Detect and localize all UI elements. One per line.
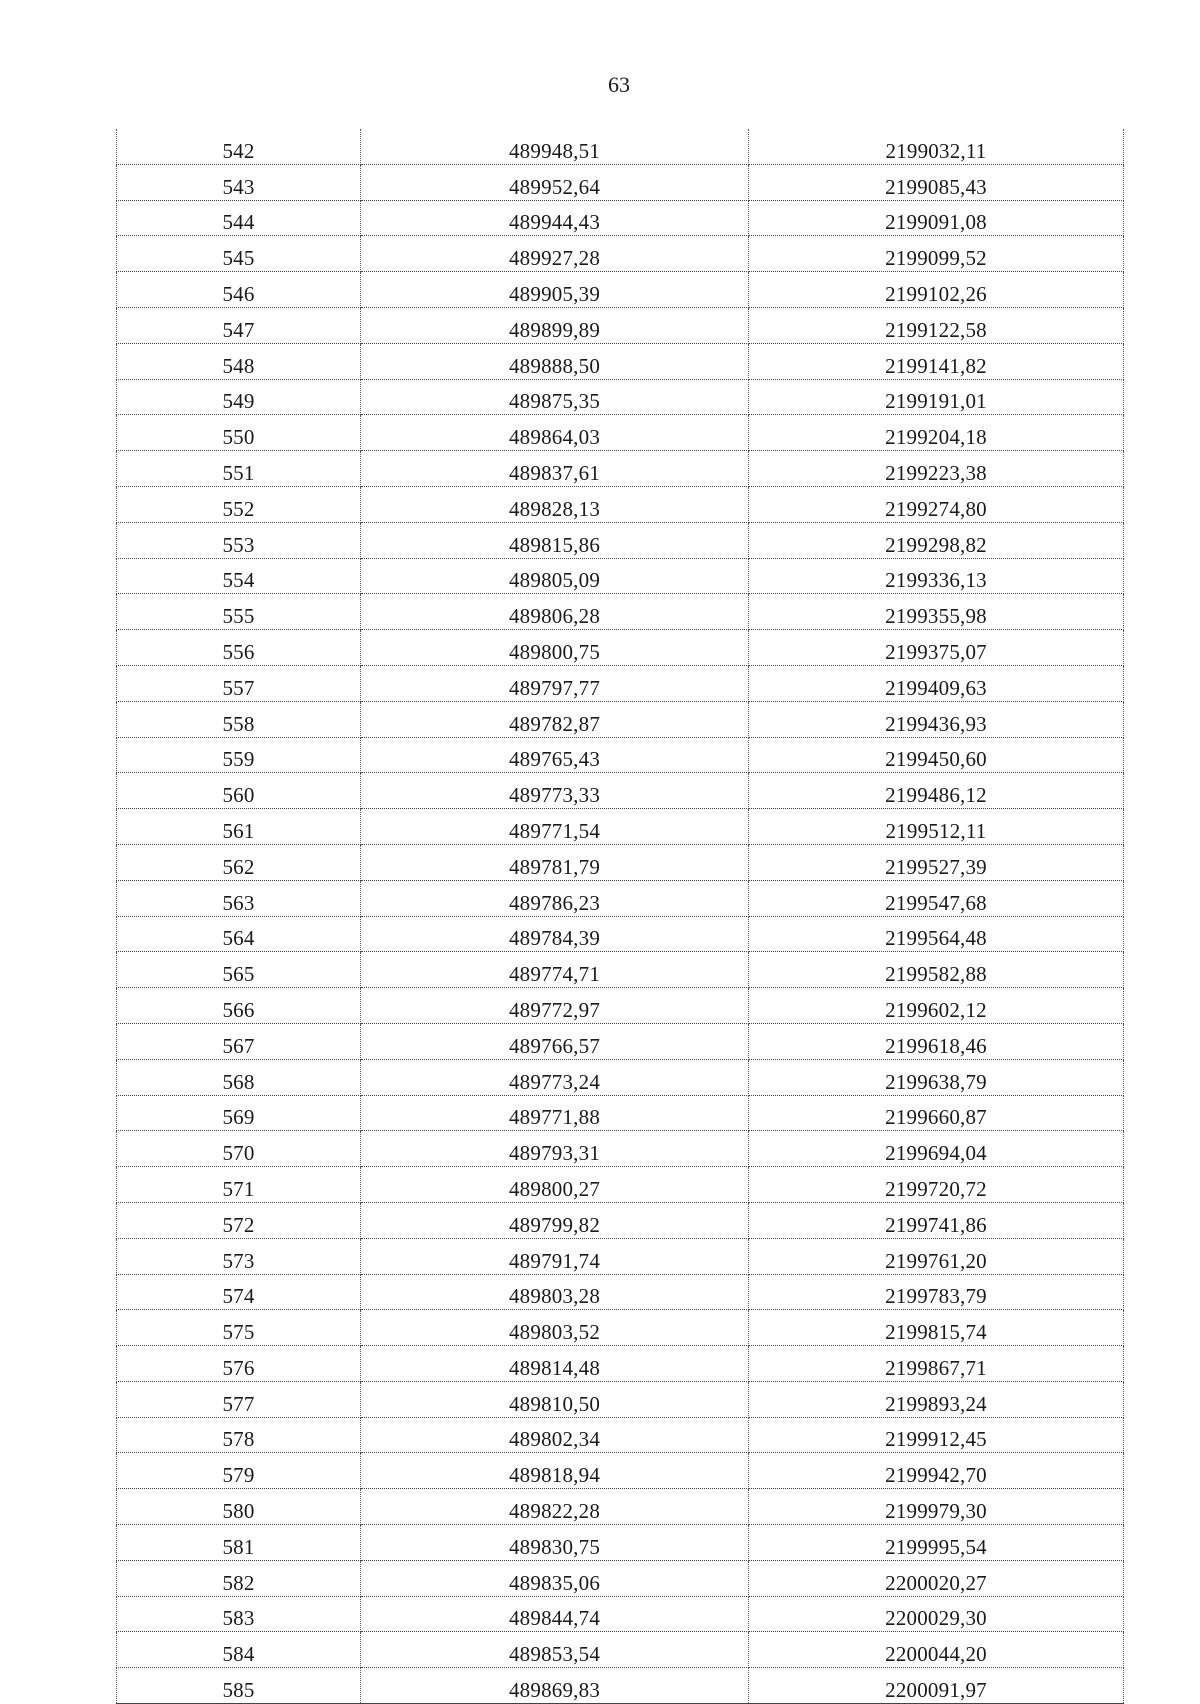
x-coordinate-cell: 489784,39 <box>361 916 749 952</box>
table-row <box>117 1453 1124 1489</box>
y-coordinate-cell: 2199893,24 <box>749 1381 1124 1417</box>
y-coordinate-cell: 2199602,12 <box>749 988 1124 1024</box>
x-coordinate-cell: 489772,97 <box>361 988 749 1024</box>
x-coordinate-cell: 489944,43 <box>361 200 749 236</box>
point-number-cell: 585 <box>117 1668 361 1704</box>
table-row <box>117 1059 1124 1095</box>
y-coordinate-cell: 2199204,18 <box>749 415 1124 451</box>
point-number-cell: 560 <box>117 773 361 809</box>
table-row <box>117 1131 1124 1167</box>
table-row <box>117 486 1124 522</box>
table-row <box>117 1381 1124 1417</box>
x-coordinate-cell: 489806,28 <box>361 594 749 630</box>
table-row <box>117 558 1124 594</box>
y-coordinate-cell: 2199375,07 <box>749 630 1124 666</box>
point-number-cell: 577 <box>117 1381 361 1417</box>
y-coordinate-cell: 2199409,63 <box>749 665 1124 701</box>
table-row <box>117 916 1124 952</box>
x-coordinate-cell: 489818,94 <box>361 1453 749 1489</box>
x-coordinate-cell: 489799,82 <box>361 1202 749 1238</box>
coordinates-table-body <box>117 129 1124 1704</box>
x-coordinate-cell: 489810,50 <box>361 1381 749 1417</box>
y-coordinate-cell: 2199191,01 <box>749 379 1124 415</box>
x-coordinate-cell: 489853,54 <box>361 1632 749 1668</box>
y-coordinate-cell: 2200091,97 <box>749 1668 1124 1704</box>
x-coordinate-cell: 489869,83 <box>361 1668 749 1704</box>
point-number-cell: 551 <box>117 451 361 487</box>
point-number-cell: 555 <box>117 594 361 630</box>
x-coordinate-cell: 489844,74 <box>361 1596 749 1632</box>
page-number: 63 <box>608 72 630 97</box>
table-row <box>117 1238 1124 1274</box>
y-coordinate-cell: 2199032,11 <box>749 129 1124 164</box>
x-coordinate-cell: 489793,31 <box>361 1131 749 1167</box>
point-number-cell: 563 <box>117 880 361 916</box>
table-row <box>117 415 1124 451</box>
y-coordinate-cell: 2199995,54 <box>749 1525 1124 1561</box>
y-coordinate-cell: 2199694,04 <box>749 1131 1124 1167</box>
y-coordinate-cell: 2199099,52 <box>749 236 1124 272</box>
coordinates-table <box>116 129 1124 1704</box>
y-coordinate-cell: 2199638,79 <box>749 1059 1124 1095</box>
table-row <box>117 451 1124 487</box>
point-number-cell: 576 <box>117 1346 361 1382</box>
table-row <box>117 1202 1124 1238</box>
table-row <box>117 522 1124 558</box>
x-coordinate-cell: 489797,77 <box>361 665 749 701</box>
table-row <box>117 630 1124 666</box>
y-coordinate-cell: 2199512,11 <box>749 809 1124 845</box>
table-row <box>117 701 1124 737</box>
table-row <box>117 129 1124 164</box>
point-number-cell: 545 <box>117 236 361 272</box>
point-number-cell: 542 <box>117 129 361 164</box>
x-coordinate-cell: 489864,03 <box>361 415 749 451</box>
y-coordinate-cell: 2199355,98 <box>749 594 1124 630</box>
point-number-cell: 569 <box>117 1095 361 1131</box>
point-number-cell: 570 <box>117 1131 361 1167</box>
y-coordinate-cell: 2199085,43 <box>749 164 1124 200</box>
table-row <box>117 1489 1124 1525</box>
y-coordinate-cell: 2199091,08 <box>749 200 1124 236</box>
point-number-cell: 578 <box>117 1417 361 1453</box>
table-row <box>117 164 1124 200</box>
point-number-cell: 580 <box>117 1489 361 1525</box>
table-row <box>117 1095 1124 1131</box>
y-coordinate-cell: 2199942,70 <box>749 1453 1124 1489</box>
table-row <box>117 1167 1124 1203</box>
x-coordinate-cell: 489814,48 <box>361 1346 749 1382</box>
point-number-cell: 548 <box>117 343 361 379</box>
y-coordinate-cell: 2199815,74 <box>749 1310 1124 1346</box>
x-coordinate-cell: 489803,28 <box>361 1274 749 1310</box>
y-coordinate-cell: 2199720,72 <box>749 1167 1124 1203</box>
table-row <box>117 1274 1124 1310</box>
point-number-cell: 567 <box>117 1023 361 1059</box>
y-coordinate-cell: 2199761,20 <box>749 1238 1124 1274</box>
y-coordinate-cell: 2199527,39 <box>749 844 1124 880</box>
table-row <box>117 1560 1124 1596</box>
x-coordinate-cell: 489774,71 <box>361 952 749 988</box>
x-coordinate-cell: 489800,27 <box>361 1167 749 1203</box>
x-coordinate-cell: 489765,43 <box>361 737 749 773</box>
x-coordinate-cell: 489786,23 <box>361 880 749 916</box>
x-coordinate-cell: 489771,54 <box>361 809 749 845</box>
y-coordinate-cell: 2199141,82 <box>749 343 1124 379</box>
x-coordinate-cell: 489952,64 <box>361 164 749 200</box>
table-row <box>117 1525 1124 1561</box>
x-coordinate-cell: 489828,13 <box>361 486 749 522</box>
y-coordinate-cell: 2199274,80 <box>749 486 1124 522</box>
y-coordinate-cell: 2199298,82 <box>749 522 1124 558</box>
x-coordinate-cell: 489888,50 <box>361 343 749 379</box>
point-number-cell: 574 <box>117 1274 361 1310</box>
x-coordinate-cell: 489781,79 <box>361 844 749 880</box>
x-coordinate-cell: 489899,89 <box>361 307 749 343</box>
table-row <box>117 1417 1124 1453</box>
y-coordinate-cell: 2199102,26 <box>749 272 1124 308</box>
table-row <box>117 809 1124 845</box>
point-number-cell: 568 <box>117 1059 361 1095</box>
y-coordinate-cell: 2200029,30 <box>749 1596 1124 1632</box>
x-coordinate-cell: 489905,39 <box>361 272 749 308</box>
y-coordinate-cell: 2199618,46 <box>749 1023 1124 1059</box>
table-row <box>117 1632 1124 1668</box>
table-row <box>117 1023 1124 1059</box>
x-coordinate-cell: 489771,88 <box>361 1095 749 1131</box>
y-coordinate-cell: 2199336,13 <box>749 558 1124 594</box>
y-coordinate-cell: 2199450,60 <box>749 737 1124 773</box>
table-row <box>117 1346 1124 1382</box>
point-number-cell: 544 <box>117 200 361 236</box>
x-coordinate-cell: 489766,57 <box>361 1023 749 1059</box>
table-row <box>117 343 1124 379</box>
point-number-cell: 550 <box>117 415 361 451</box>
point-number-cell: 581 <box>117 1525 361 1561</box>
table-row <box>117 737 1124 773</box>
point-number-cell: 575 <box>117 1310 361 1346</box>
y-coordinate-cell: 2200044,20 <box>749 1632 1124 1668</box>
y-coordinate-cell: 2199867,71 <box>749 1346 1124 1382</box>
x-coordinate-cell: 489803,52 <box>361 1310 749 1346</box>
point-number-cell: 584 <box>117 1632 361 1668</box>
y-coordinate-cell: 2199547,68 <box>749 880 1124 916</box>
table-row <box>117 272 1124 308</box>
point-number-cell: 572 <box>117 1202 361 1238</box>
point-number-cell: 558 <box>117 701 361 737</box>
point-number-cell: 556 <box>117 630 361 666</box>
point-number-cell: 564 <box>117 916 361 952</box>
x-coordinate-cell: 489773,33 <box>361 773 749 809</box>
y-coordinate-cell: 2199223,38 <box>749 451 1124 487</box>
point-number-cell: 554 <box>117 558 361 594</box>
x-coordinate-cell: 489830,75 <box>361 1525 749 1561</box>
point-number-cell: 543 <box>117 164 361 200</box>
table-row <box>117 988 1124 1024</box>
table-row <box>117 307 1124 343</box>
x-coordinate-cell: 489773,24 <box>361 1059 749 1095</box>
x-coordinate-cell: 489837,61 <box>361 451 749 487</box>
point-number-cell: 546 <box>117 272 361 308</box>
y-coordinate-cell: 2199783,79 <box>749 1274 1124 1310</box>
y-coordinate-cell: 2199486,12 <box>749 773 1124 809</box>
table-row <box>117 1668 1124 1704</box>
x-coordinate-cell: 489948,51 <box>361 129 749 164</box>
x-coordinate-cell: 489835,06 <box>361 1560 749 1596</box>
x-coordinate-cell: 489927,28 <box>361 236 749 272</box>
x-coordinate-cell: 489791,74 <box>361 1238 749 1274</box>
point-number-cell: 579 <box>117 1453 361 1489</box>
x-coordinate-cell: 489822,28 <box>361 1489 749 1525</box>
point-number-cell: 559 <box>117 737 361 773</box>
point-number-cell: 561 <box>117 809 361 845</box>
y-coordinate-cell: 2199436,93 <box>749 701 1124 737</box>
point-number-cell: 566 <box>117 988 361 1024</box>
table-row <box>117 773 1124 809</box>
table-row <box>117 952 1124 988</box>
x-coordinate-cell: 489875,35 <box>361 379 749 415</box>
table-row <box>117 200 1124 236</box>
point-number-cell: 571 <box>117 1167 361 1203</box>
y-coordinate-cell: 2199660,87 <box>749 1095 1124 1131</box>
table-row <box>117 1310 1124 1346</box>
x-coordinate-cell: 489802,34 <box>361 1417 749 1453</box>
point-number-cell: 582 <box>117 1560 361 1596</box>
point-number-cell: 549 <box>117 379 361 415</box>
y-coordinate-cell: 2199979,30 <box>749 1489 1124 1525</box>
y-coordinate-cell: 2199122,58 <box>749 307 1124 343</box>
table-row <box>117 1596 1124 1632</box>
point-number-cell: 565 <box>117 952 361 988</box>
table-row <box>117 594 1124 630</box>
table-row <box>117 880 1124 916</box>
table-row <box>117 379 1124 415</box>
x-coordinate-cell: 489782,87 <box>361 701 749 737</box>
point-number-cell: 547 <box>117 307 361 343</box>
table-row <box>117 844 1124 880</box>
y-coordinate-cell: 2199582,88 <box>749 952 1124 988</box>
table-row <box>117 665 1124 701</box>
x-coordinate-cell: 489815,86 <box>361 522 749 558</box>
point-number-cell: 573 <box>117 1238 361 1274</box>
point-number-cell: 562 <box>117 844 361 880</box>
y-coordinate-cell: 2199741,86 <box>749 1202 1124 1238</box>
point-number-cell: 552 <box>117 486 361 522</box>
point-number-cell: 583 <box>117 1596 361 1632</box>
table-row <box>117 236 1124 272</box>
y-coordinate-cell: 2199912,45 <box>749 1417 1124 1453</box>
x-coordinate-cell: 489805,09 <box>361 558 749 594</box>
y-coordinate-cell: 2199564,48 <box>749 916 1124 952</box>
point-number-cell: 557 <box>117 665 361 701</box>
y-coordinate-cell: 2200020,27 <box>749 1560 1124 1596</box>
point-number-cell: 553 <box>117 522 361 558</box>
x-coordinate-cell: 489800,75 <box>361 630 749 666</box>
